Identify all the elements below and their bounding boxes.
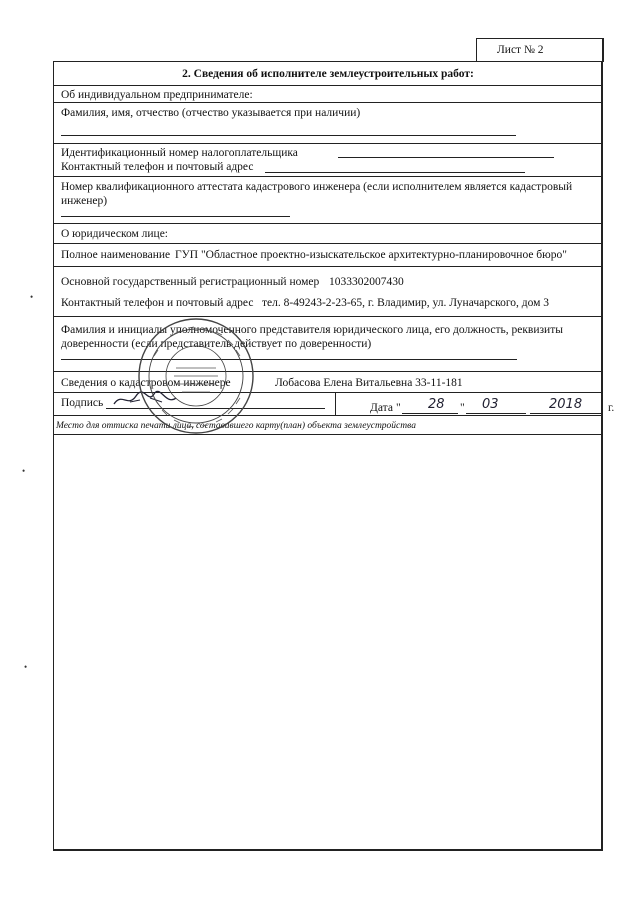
sheet-number-box [476, 38, 604, 62]
fio-field[interactable] [61, 135, 516, 136]
date-day-line[interactable] [402, 413, 458, 414]
divider [53, 143, 603, 144]
full-name-value: ГУП "Областное проектно-изыскательское архитектурно-планировочное бюро" [175, 249, 567, 261]
ip-contacts-field[interactable] [265, 172, 525, 173]
scan-speck: • [22, 466, 26, 476]
scan-speck: • [30, 292, 34, 302]
representative-label-cont: доверенности (если представитель действует по доверенности) [61, 338, 372, 350]
engineer-value: Лобасова Елена Витальевна 33-11-181 [275, 377, 463, 389]
divider [53, 102, 603, 103]
ogrn-value: 1033302007430 [329, 276, 404, 288]
full-name-label: Полное наименование [61, 249, 171, 261]
divider [53, 266, 603, 267]
legal-contacts-label: Контактный телефон и почтовый адрес [61, 297, 254, 309]
legal-contacts-value: тел. 8-49243-2-23-65, г. Владимир, ул. Луначарского, дом 3 [262, 297, 550, 309]
divider [335, 392, 336, 415]
fio-label: Фамилия, имя, отчество (отчество указывается при наличии) [61, 107, 361, 119]
certificate-field[interactable] [61, 216, 290, 217]
date-label: Дата [370, 402, 393, 414]
sheet-number: Лист № 2 [497, 44, 544, 56]
individual-heading: Об индивидуальном предпринимателе: [61, 89, 253, 101]
date-month: 03 [482, 397, 499, 412]
date-day: 28 [428, 397, 445, 412]
signature-label: Подпись [61, 397, 104, 409]
official-seal [136, 316, 256, 436]
divider [53, 176, 603, 177]
ogrn-label: Основной государственный регистрационный номер [61, 276, 320, 288]
date-year-suffix: г. [608, 402, 615, 414]
section-title: 2. Сведения об исполнителе землеустроительных работ: [182, 68, 474, 80]
date-month-line[interactable] [466, 413, 526, 414]
certificate-label-cont: инженер) [61, 195, 108, 207]
ip-contacts-label: Контактный телефон и почтовый адрес [61, 161, 254, 173]
inn-label: Идентификационный номер налогоплательщика [61, 147, 298, 159]
representative-label: Фамилия и инициалы уполномоченного представителя юридического лица, его должность, реквизиты [61, 324, 563, 336]
certificate-label: Номер квалификационного аттестата кадастрового инженера (если исполнителем является кадастровый [61, 181, 573, 193]
scan-speck: • [24, 662, 28, 672]
representative-field[interactable] [61, 359, 517, 360]
date-year-line[interactable] [530, 413, 602, 414]
stamp-note: Место для оттиска печати лица, составившего карту(план) объекта землеустройства [56, 421, 416, 431]
inn-field[interactable] [338, 157, 554, 158]
divider [53, 243, 603, 244]
date-year: 2018 [549, 397, 583, 412]
legal-entity-heading: О юридическом лице: [61, 228, 168, 240]
divider [53, 85, 603, 86]
divider [53, 223, 603, 224]
engineer-label: Сведения о кадастровом инженере [61, 377, 231, 389]
